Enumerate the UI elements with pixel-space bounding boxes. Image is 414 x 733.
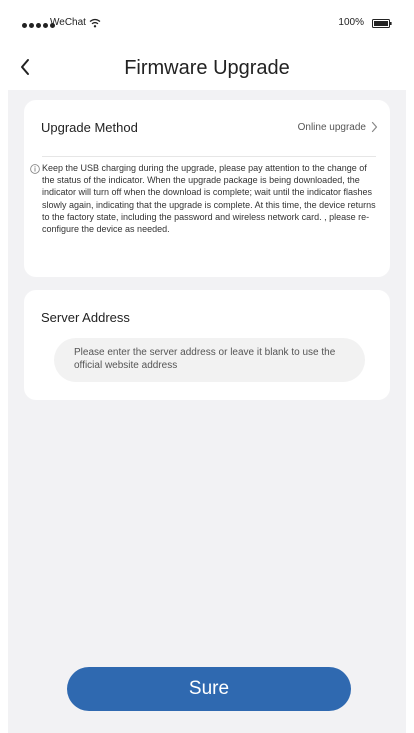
upgrade-method-value: Online upgrade	[297, 122, 366, 133]
status-bar	[0, 0, 414, 40]
server-address-label: Server Address	[41, 310, 130, 325]
sure-button[interactable]: Sure	[67, 667, 351, 711]
divider	[42, 156, 376, 157]
upgrade-method-row[interactable]	[24, 100, 390, 148]
content-area	[8, 90, 406, 733]
navigation-bar	[0, 40, 414, 90]
battery-percentage: 100%	[338, 17, 364, 28]
server-address-input[interactable]	[54, 338, 365, 382]
upgrade-method-label: Upgrade Method	[41, 120, 138, 135]
info-circle-icon	[30, 164, 40, 174]
wifi-icon	[89, 18, 101, 28]
carrier-name: WeChat	[50, 17, 86, 28]
chevron-right-icon	[371, 121, 378, 133]
upgrade-notice-text: Keep the USB charging during the upgrade, please pay attention to the change of the status of the indicator. When the upgrade package is being downloaded, the indicator will turn off when the download is complete; wait until the indicator flashes slowly again, indicating that the upgrade is complete. At this time, the device returns to the factory state, including the password and wireless network card. , please re-configure the device as needed.	[42, 163, 376, 235]
upgrade-method-card	[24, 100, 390, 277]
battery-icon	[372, 19, 392, 28]
server-address-card	[24, 290, 390, 400]
page-title: Firmware Upgrade	[124, 57, 290, 79]
